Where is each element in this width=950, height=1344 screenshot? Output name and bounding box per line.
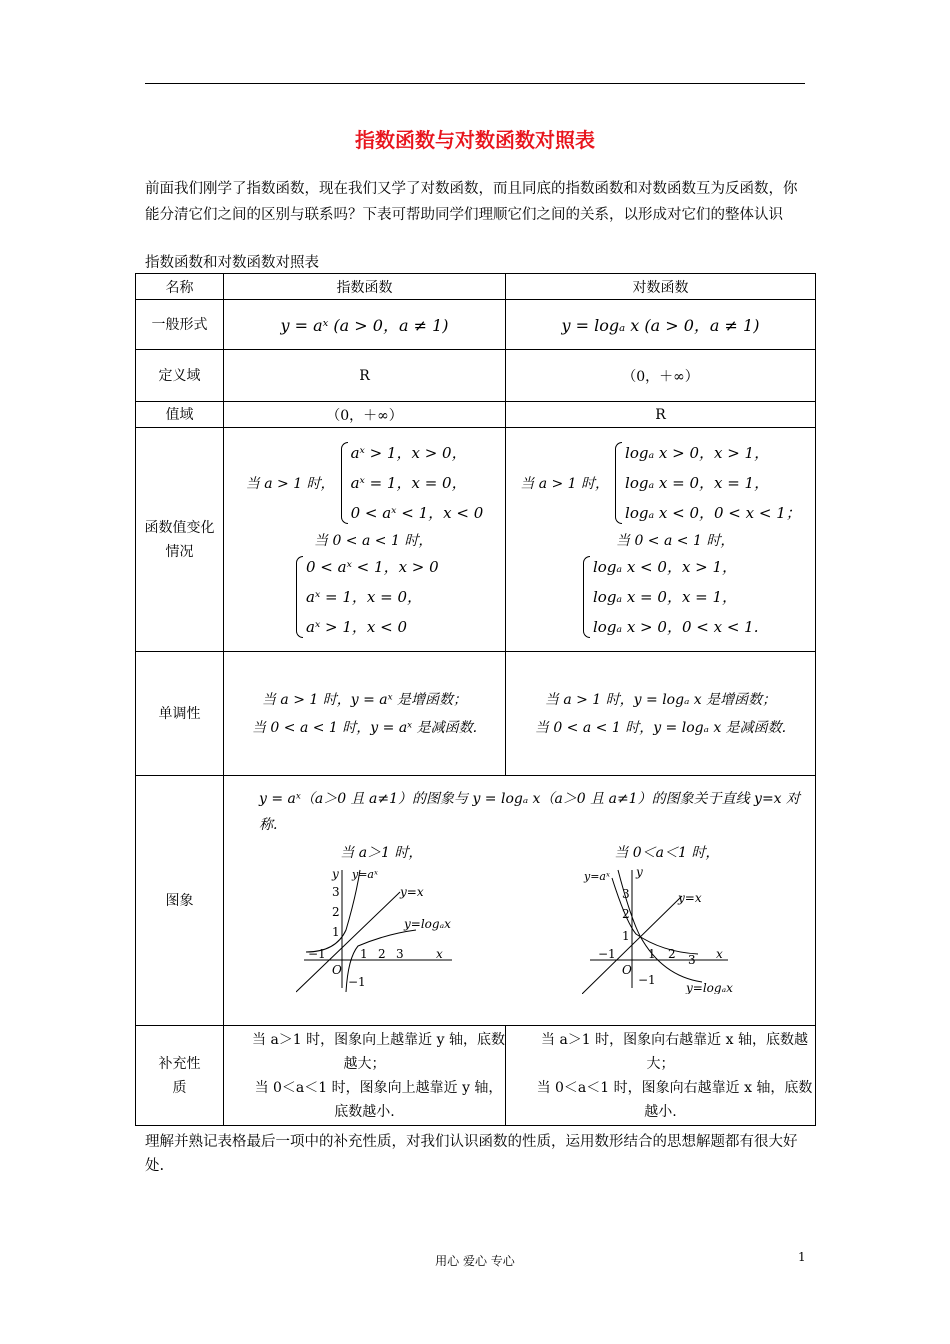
exp-supplement-cell	[224, 1026, 506, 1126]
page-footer: 用心 爱心 专心	[435, 1254, 515, 1268]
header-rule	[145, 83, 805, 84]
y-tick-3: 3	[332, 885, 340, 899]
y-axis-label: y	[635, 866, 643, 879]
log-case2-line: logₐ x > 0，0 < x < 1.	[593, 617, 759, 636]
exp-case1-cond: 当 a > 1 时，	[245, 475, 335, 492]
log-case1-cond: 当 a > 1 时，	[520, 475, 610, 492]
y-tick-neg1: −1	[637, 973, 656, 987]
exp-case1-line: aˣ = 1，x = 0，	[350, 473, 467, 492]
label-domain: 定义域	[136, 350, 224, 402]
x-tick-2: 2	[667, 947, 676, 961]
exp-case2-line: 0 < aˣ < 1，x > 0	[306, 557, 439, 576]
exp-case2-line: aˣ > 1，x < 0	[306, 617, 408, 636]
origin-label: O	[332, 963, 343, 977]
exp-supplement-line: 当 0＜a＜1 时，图象向上越靠近 y 轴，底数越小.	[254, 1079, 503, 1120]
table-caption: 指数函数和对数函数对照表	[145, 255, 319, 271]
identity-label: y=x	[677, 891, 702, 905]
identity-label: y=x	[400, 885, 424, 899]
exp-case1-system	[339, 438, 484, 528]
graph-caption-right: 当 0＜a＜1 时，	[614, 845, 720, 861]
graph-cell	[224, 776, 816, 1026]
label-supplement: 补充性质	[136, 1026, 224, 1126]
label-values: 函数值变化情况	[136, 428, 224, 652]
graph-right	[582, 866, 752, 994]
log-supplement-line: 当 0＜a＜1 时，图象向右越靠近 x 轴，底数越小.	[536, 1079, 813, 1120]
table-row-supplement	[136, 1026, 816, 1126]
log-monotonic-line: 当 a > 1 时，y = logₐ x 是增函数；	[544, 691, 777, 708]
x-tick-neg1: −1	[308, 947, 327, 961]
y-tick-neg1: −1	[348, 975, 367, 989]
table-row-form	[136, 300, 816, 350]
log-case2-system	[581, 552, 758, 642]
graph-left	[296, 866, 466, 994]
log-case1-line: logₐ x = 0，x = 1，	[625, 473, 770, 492]
log-label: y=logₐx	[404, 917, 452, 931]
page-number: 1	[798, 1250, 806, 1264]
log-case2-cond: 当 0 < a < 1 时，	[616, 532, 735, 549]
label-graph: 图象	[136, 776, 224, 1026]
log-case2-line: logₐ x = 0，x = 1，	[593, 587, 738, 606]
y-tick-1: 1	[621, 929, 630, 943]
exp-values-cell	[224, 428, 506, 652]
label-monotonic: 单调性	[136, 652, 224, 776]
comparison-table	[135, 273, 816, 1126]
exp-supplement-line: 当 a＞1 时，图象向上越靠近 y 轴，底数越大；	[252, 1031, 505, 1072]
log-case1-line: logₐ x > 0，x > 1，	[625, 443, 770, 462]
graph-caption-left: 当 a＞1 时，	[340, 845, 423, 861]
header-exp: 指数函数	[224, 274, 506, 300]
x-tick-1: 1	[647, 947, 656, 961]
table-row-range	[136, 402, 816, 428]
x-tick-2: 2	[378, 947, 386, 961]
exp-form: y = aˣ (a > 0，a ≠ 1)	[224, 300, 506, 350]
y-axis-label: y	[332, 867, 340, 881]
x-axis-label: x	[436, 947, 444, 961]
origin-label: O	[621, 963, 632, 977]
table-row-values	[136, 428, 816, 652]
header-name: 名称	[136, 274, 224, 300]
exp-domain: R	[224, 350, 506, 402]
exp-case2-cond: 当 0 < a < 1 时，	[314, 532, 433, 549]
label-form: 一般形式	[136, 300, 224, 350]
exp-monotonic-line: 当 0 < a < 1 时，y = aˣ 是减函数.	[251, 719, 478, 736]
exp-monotonic-cell	[224, 652, 506, 776]
x-tick-1: 1	[360, 947, 368, 961]
y-tick-3: 3	[621, 887, 630, 901]
table-row-graph	[136, 776, 816, 1026]
log-case1-line: logₐ x < 0，0 < x < 1；	[625, 503, 801, 522]
y-tick-2: 2	[332, 905, 340, 919]
log-label: y=logₐx	[685, 981, 733, 994]
exp-label: y=aˣ	[583, 870, 610, 883]
table-header-row	[136, 274, 816, 300]
y-tick-1: 1	[332, 925, 340, 939]
label-range: 值域	[136, 402, 224, 428]
table-row-domain	[136, 350, 816, 402]
log-case1-system	[613, 438, 801, 528]
log-form: y = logₐ x (a > 0，a ≠ 1)	[506, 300, 816, 350]
graph-text: y = aˣ（a＞0 且 a≠1）的图象与 y = logₐ x（a＞0 且 a≠1）的图象关于直线 y=x 对称.	[259, 791, 801, 833]
exp-case2-line: aˣ = 1，x = 0，	[306, 587, 423, 606]
exp-range: （0，＋∞）	[224, 402, 506, 428]
log-monotonic-cell	[506, 652, 816, 776]
x-axis-label: x	[715, 947, 723, 961]
table-row-monotonic	[136, 652, 816, 776]
log-values-cell	[506, 428, 816, 652]
log-supplement-line: 当 a＞1 时，图象向右越靠近 x 轴，底数越大；	[541, 1031, 808, 1072]
exp-monotonic-line: 当 a > 1 时，y = aˣ 是增函数；	[261, 691, 468, 708]
log-range: R	[506, 402, 816, 428]
x-tick-neg1: −1	[597, 947, 616, 961]
exp-case2-system	[294, 552, 439, 642]
intro-paragraph: 前面我们刚学了指数函数，现在我们又学了对数函数，而且同底的指数函数和对数函数互为反函数，你能分清它们之间的区别与联系吗？下表可帮助同学们理顺它们之间的关系，以形成对它们的整体认识	[145, 181, 798, 223]
exp-case1-line: aˣ > 1，x > 0，	[350, 443, 467, 462]
x-tick-3: 3	[396, 947, 404, 961]
log-case2-line: logₐ x < 0，x > 1，	[593, 557, 738, 576]
closing-paragraph: 理解并熟记表格最后一项中的补充性质，对我们认识函数的性质，运用数形结合的思想解题都有很大好处.	[145, 1134, 798, 1174]
exp-label: y=aˣ	[352, 868, 379, 881]
y-tick-2: 2	[621, 907, 630, 921]
header-log: 对数函数	[506, 274, 816, 300]
x-tick-3: 3	[687, 953, 696, 967]
log-domain: （0，＋∞）	[506, 350, 816, 402]
exp-case1-line: 0 < aˣ < 1，x < 0	[350, 503, 484, 522]
page-title: 指数函数与对数函数对照表	[355, 128, 595, 152]
log-supplement-cell	[506, 1026, 816, 1126]
log-monotonic-line: 当 0 < a < 1 时，y = logₐ x 是减函数.	[534, 719, 787, 736]
